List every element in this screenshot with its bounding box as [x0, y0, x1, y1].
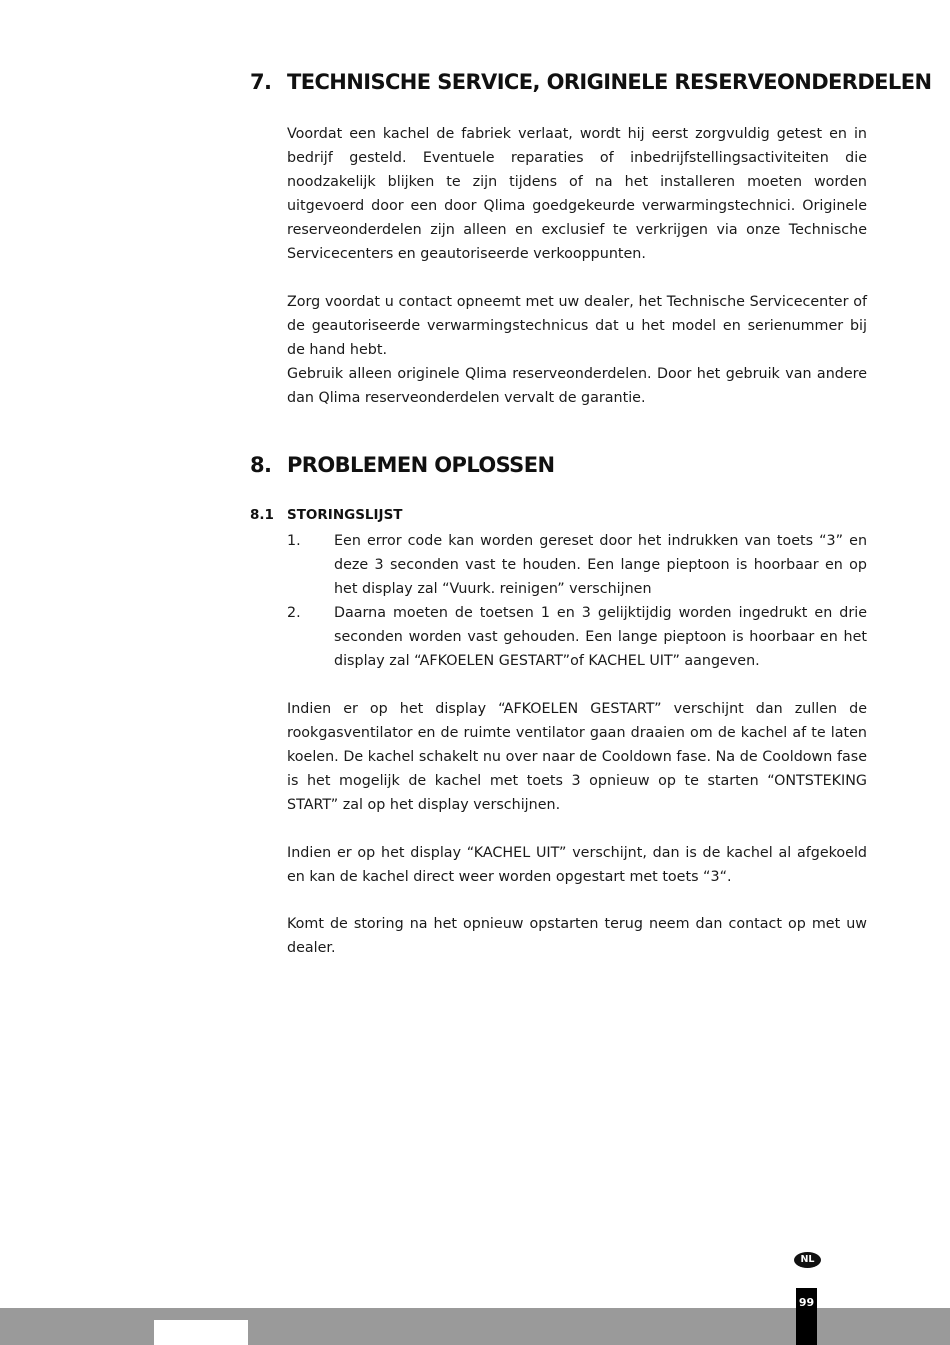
section-7-title: TECHNISCHE SERVICE, ORIGINELE RESERVEONDERDELEN	[287, 70, 932, 94]
fault-list	[287, 529, 867, 673]
section-7-number: 7.	[250, 70, 272, 94]
subsection-8-1-heading	[250, 507, 403, 523]
section-7-heading	[250, 70, 931, 94]
section-8-paragraph-2: Indien er op het display “KACHEL UIT” verschijnt, dan is de kachel al afgekoeld en kan de kachel direct weer worden opgestart met toets “3“.	[287, 845, 867, 885]
footer-white-block	[154, 1320, 248, 1345]
section-8-paragraph-1: Indien er op het display “AFKOELEN GESTART” verschijnt dan zullen de rookgasventilator en de ruimte ventilator gaan draaien om de kachel af te laten koelen. De kachel schakelt nu over naar de Cooldown fase. Na de Cooldown fase is het mogelijk de kachel met toets 3 opnieuw op te starten “ONTSTEKING START” zal op het display verschijnen.	[287, 701, 867, 813]
list-item-text: Een error code kan worden gereset door het indrukken van toets “3” en deze 3 seconden vast te houden. Een lange pieptoon is hoorbaar en op het display zal “Vuurk. reinigen” verschijnen	[334, 533, 867, 597]
page-number: 99	[796, 1288, 817, 1345]
list-marker: 2.	[287, 605, 301, 621]
section-7-paragraph-3: Gebruik alleen originele Qlima reserveonderdelen. Door het gebruik van andere dan Qlima reserveonderdelen vervalt de garantie.	[287, 366, 867, 406]
section-8-paragraph-3: Komt de storing na het opnieuw opstarten terug neem dan contact op met uw dealer.	[287, 916, 867, 956]
section-7-paragraph-2: Zorg voordat u contact opneemt met uw dealer, het Technische Servicecenter of de geautoriseerde verwarmingstechnicus dat u het model en serienummer bij de hand hebt.	[287, 294, 867, 358]
subsection-8-1-number: 8.1	[250, 507, 274, 523]
list-item-text: Daarna moeten de toetsen 1 en 3 gelijktijdig worden ingedrukt en drie seconden worden vast gehouden. Een lange pieptoon is hoorbaar en het display zal “AFKOELEN GESTART”of KACHEL UIT” aangeven.	[334, 605, 867, 669]
language-badge: NL	[794, 1252, 821, 1268]
subsection-8-1-title: STORINGSLIJST	[287, 507, 403, 523]
section-8-heading	[250, 453, 554, 477]
section-8-number: 8.	[250, 453, 272, 477]
section-7-paragraph-1: Voordat een kachel de fabriek verlaat, wordt hij eerst zorgvuldig getest en in bedrijf gesteld. Eventuele reparaties of inbedrijfstellingsactiviteiten die noodzakelijk blijken te zijn tijdens of na het installeren moeten worden uitgevoerd door een door Qlima goedgekeurde verwarmingstechnici. Originele reserveonderdelen zijn alleen en exclusief te verkrijgen via onze Technische Servicecenters en geautoriseerde verkooppunten.	[287, 126, 867, 262]
fault-list-item	[287, 529, 867, 601]
section-8-title: PROBLEMEN OPLOSSEN	[287, 453, 555, 477]
fault-list-item	[287, 601, 867, 673]
list-marker: 1.	[287, 533, 301, 549]
